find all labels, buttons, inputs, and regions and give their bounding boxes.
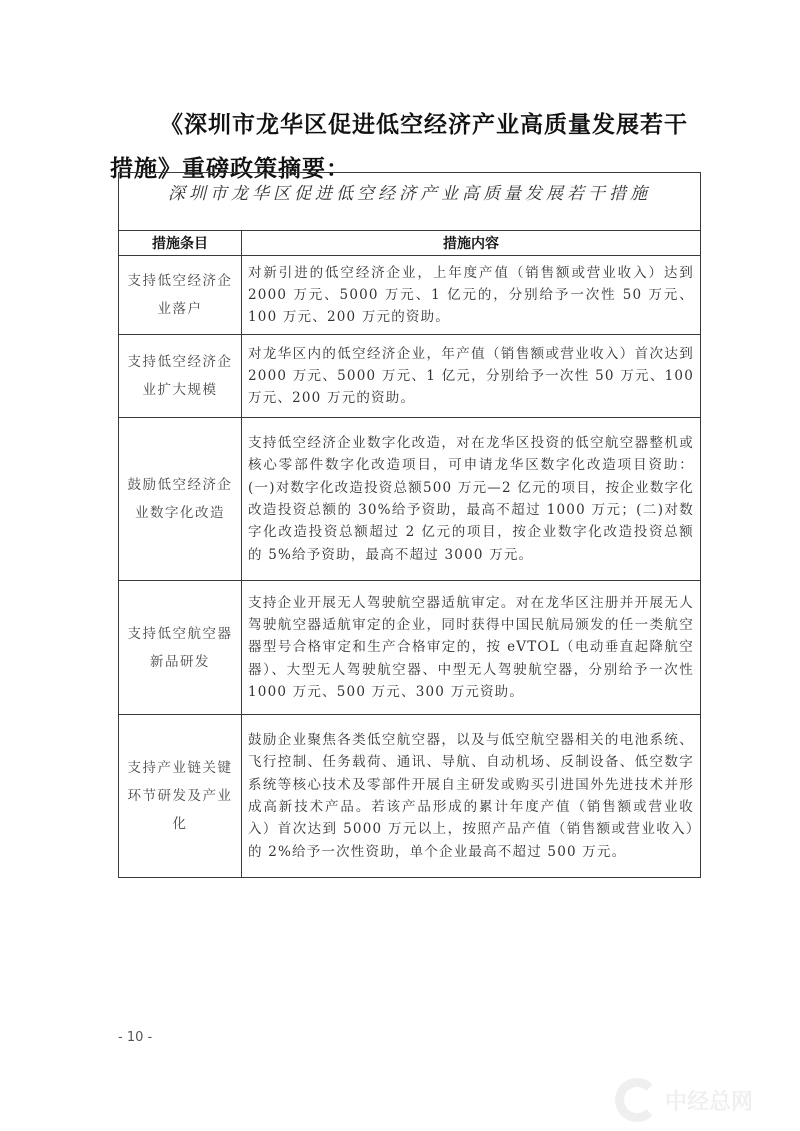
policy-table: [118, 172, 701, 878]
table-row: [119, 335, 701, 418]
measure-item: 鼓励低空经济企业数字化改造: [119, 418, 242, 581]
measure-content: 支持低空经济企业数字化改造，对在龙华区投资的低空航空器整机或核心零部件数字化改造项目，可申请龙华区数字化改造项目资助：(一)对数字化改造投资总额500 万元—2 亿元的项目，按企业数字化改造投资总额的 30%给予资助，最高不超过 1000 万元；(二)对数字化改造投资总额超过 2 亿元的项目，按企业数字化改造投资总额的 5%给予资助，最高不超过 3000 万元。: [242, 418, 701, 581]
document-title: 《深圳市龙华区促进低空经济产业高质量发展若干措施》重磅政策摘要：: [110, 112, 688, 182]
column-header-content: 措施内容: [242, 231, 701, 256]
table-row: [119, 581, 701, 715]
measure-content: 对新引进的低空经济企业，上年度产值（销售额或营业收入）达到 2000 万元、5000 万元、1 亿元的，分别给予一次性 50 万元、100 万元、200 万元的资助。: [242, 256, 701, 335]
watermark-text: 中经总网: [665, 1089, 754, 1115]
measure-item: 支持低空经济企业落户: [119, 256, 242, 335]
table-row: [119, 256, 701, 335]
column-header-item: 措施条目: [119, 231, 242, 256]
table-row: [119, 715, 701, 878]
table-caption-row: [119, 173, 701, 231]
logo-ring-icon: [615, 1078, 659, 1122]
watermark-logo: [615, 1075, 795, 1125]
measure-content: 支持企业开展无人驾驶航空器适航审定。对在龙华区注册并开展无人驾驶航空器适航审定的企业，同时获得中国民航局颁发的任一类航空器型号合格审定和生产合格审定的，按 eVTOL（电动垂直起降航空器）、大型无人驾驶航空器、中型无人驾驶航空器，分别给予一次性 1000 万元、500 万元、300 万元资助。: [242, 581, 701, 715]
measure-content: 鼓励企业聚焦各类低空航空器，以及与低空航空器相关的电池系统、飞行控制、任务载荷、通讯、导航、自动机场、反制设备、低空数字系统等核心技术及零部件开展自主研发或购买引进国外先进技术并形成高新技术产品。若该产品形成的累计年度产值（销售额或营业收入）首次达到 5000 万元以上，按照产品产值（销售额或营业收入）的 2%给予一次性资助，单个企业最高不超过 500 万元。: [242, 715, 701, 878]
table-row: [119, 418, 701, 581]
measure-item: 支持产业链关键环节研发及产业化: [119, 715, 242, 878]
table-header-row: [119, 231, 701, 256]
measure-item: 支持低空航空器新品研发: [119, 581, 242, 715]
table-caption: 深圳市龙华区促进低空经济产业高质量发展若干措施: [119, 173, 701, 231]
page-number: - 10 -: [118, 1030, 153, 1045]
measure-item: 支持低空经济企业扩大规模: [119, 335, 242, 418]
measure-content: 对龙华区内的低空经济企业，年产值（销售额或营业收入）首次达到 2000 万元、5000 万元、1 亿元，分别给予一次性 50 万元、100 万元、200 万元的资助。: [242, 335, 701, 418]
